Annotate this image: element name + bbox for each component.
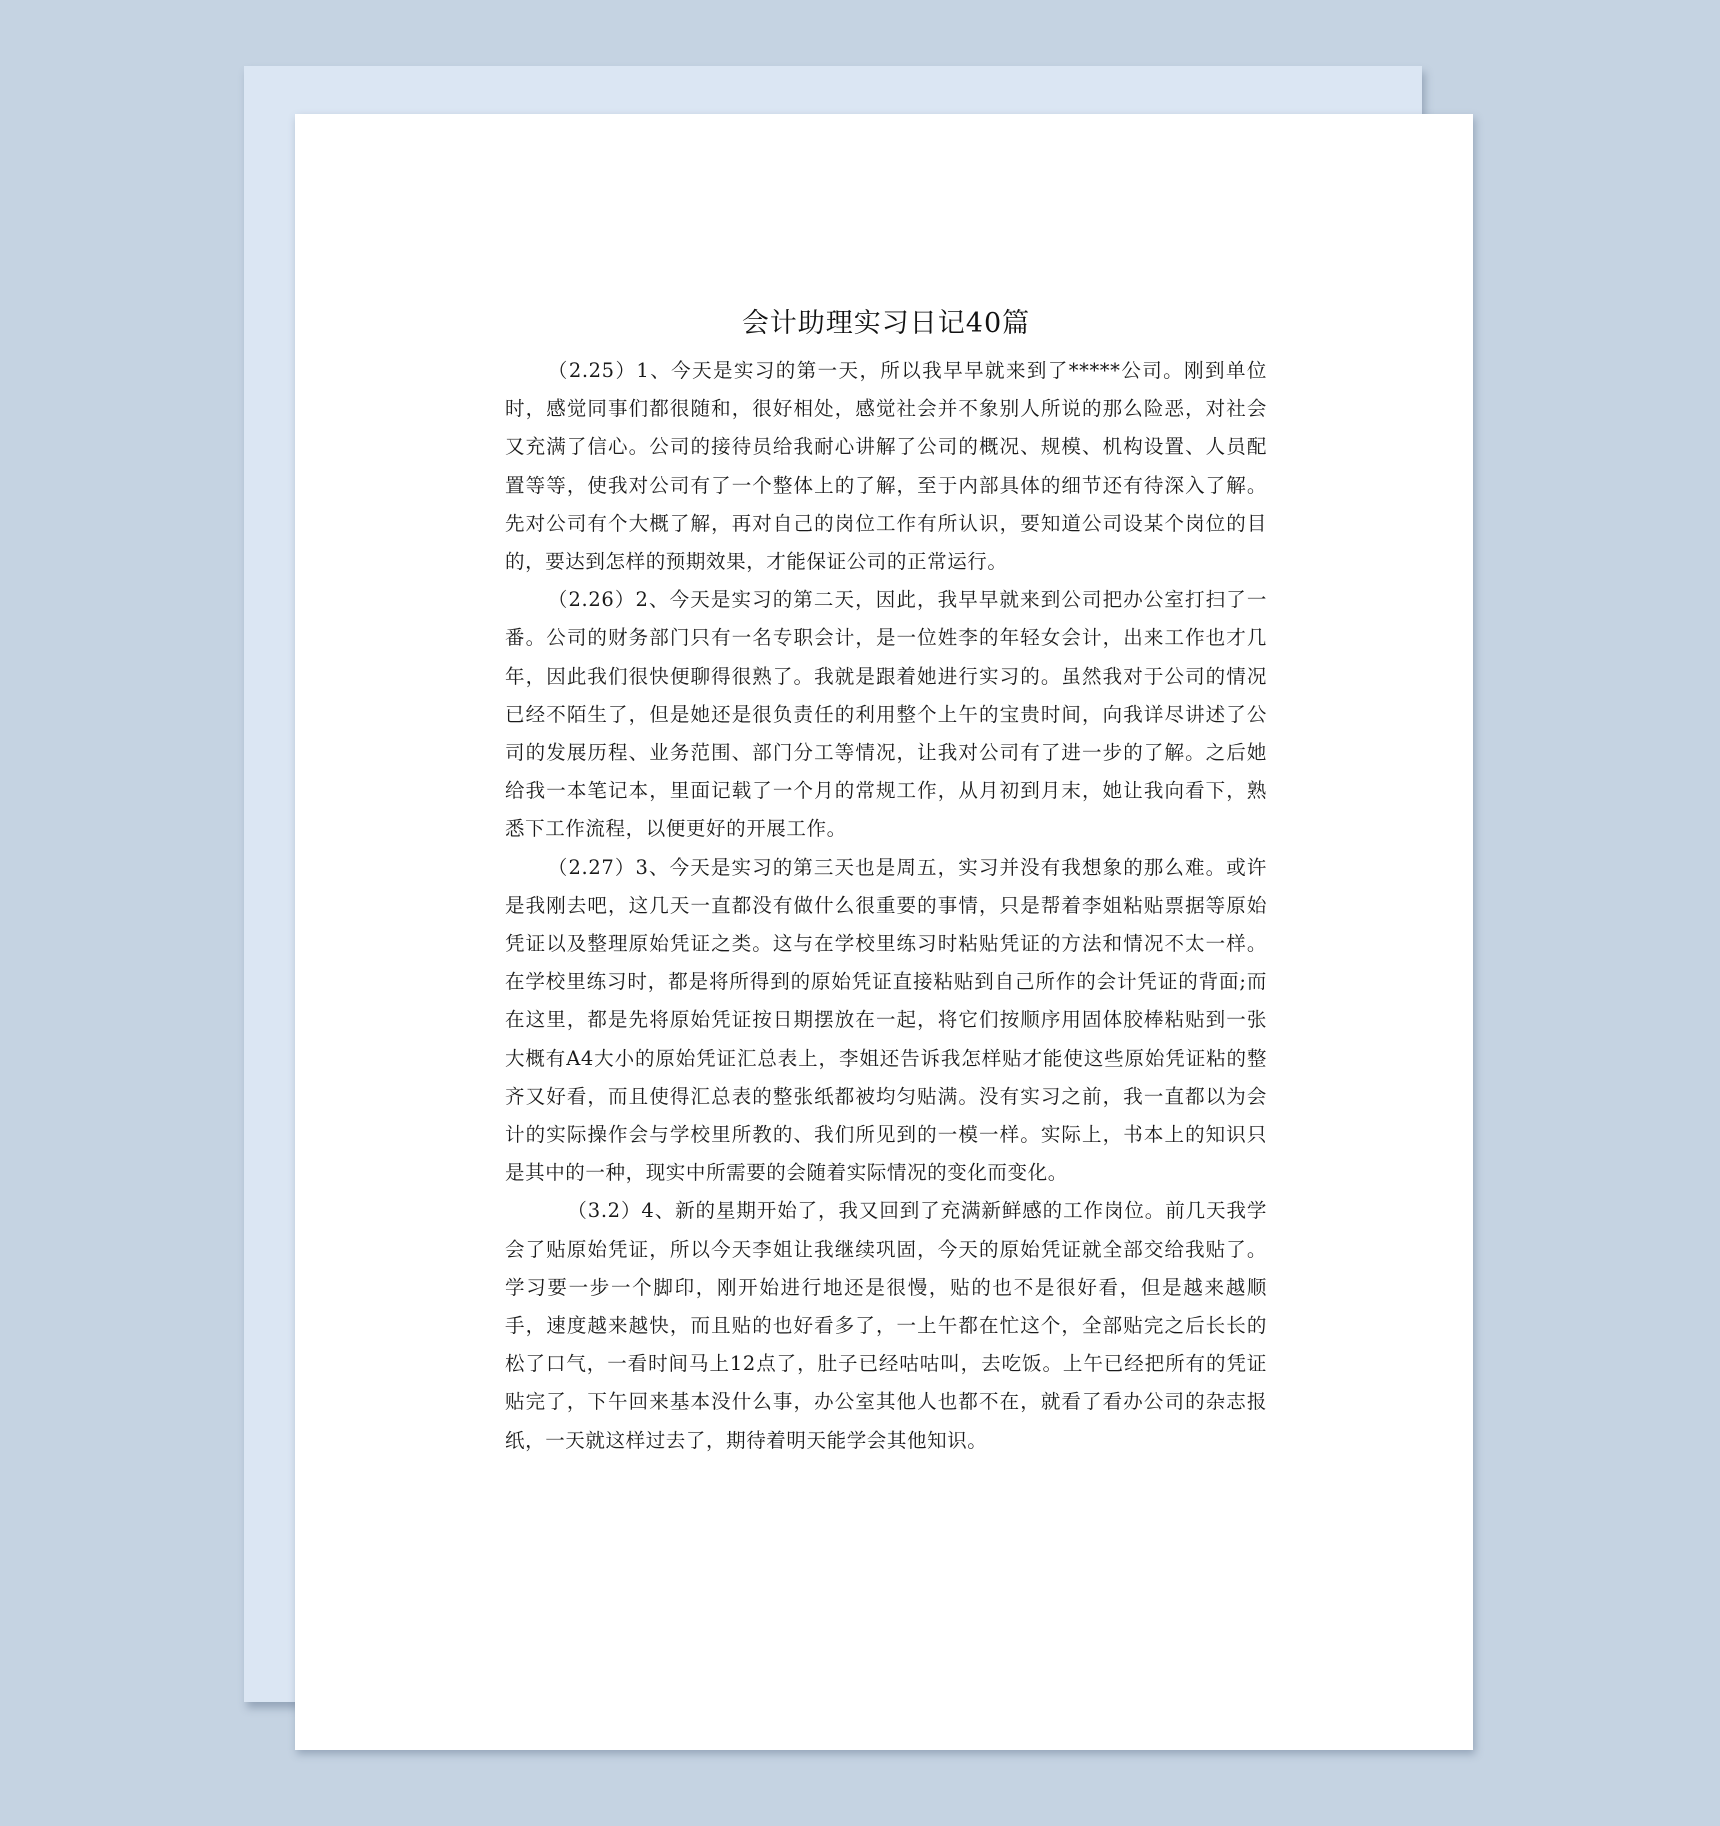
document-title: 会计助理实习日记40篇 <box>741 308 1031 339</box>
document-content <box>505 304 1267 1460</box>
document-page <box>295 114 1473 1750</box>
paragraph-day-2: （2.26）2、今天是实习的第二天，因此，我早早就来到公司把办公室打扫了一番。公司的财务部门只有一名专职会计，是一位姓李的年轻女会计，出来工作也才几年，因此我们很快便聊得很熟了。我就是跟着她进行实习的。虽然我对于公司的情况已经不陌生了，但是她还是很负责任的利用整个上午的宝贵时间，向我详尽讲述了公司的发展历程、业务范围、部门分工等情况，让我对公司有了进一步的了解。之后她给我一本笔记本，里面记载了一个月的常规工作，从月初到月末，她让我向看下，熟悉下工作流程，以便更好的开展工作。 <box>505 588 1267 841</box>
paragraph-day-3: （2.27）3、今天是实习的第三天也是周五，实习并没有我想象的那么难。或许是我刚去吧，这几天一直都没有做什么很重要的事情，只是帮着李姐粘贴票据等原始凭证以及整理原始凭证之类。这与在学校里练习时粘贴凭证的方法和情况不太一样。在学校里练习时，都是将所得到的原始凭证直接粘贴到自己所作的会计凭证的背面;而在这里，都是先将原始凭证按日期摆放在一起，将它们按顺序用固体胶棒粘贴到一张大概有A4大小的原始凭证汇总表上，李姐还告诉我怎样贴才能使这些原始凭证粘的整齐又好看，而且使得汇总表的整张纸都被均匀贴满。没有实习之前，我一直都以为会计的实际操作会与学校里所教的、我们所见到的一模一样。实际上，书本上的知识只是其中的一种，现实中所需要的会随着实际情况的变化而变化。 <box>505 855 1267 1185</box>
paragraph-day-1: （2.25）1、今天是实习的第一天，所以我早早就来到了*****公司。刚到单位时，感觉同事们都很随和，很好相处，感觉社会并不象别人所说的那么险恶，对社会又充满了信心。公司的接待员给我耐心讲解了公司的概况、规模、机构设置、人员配置等等，使我对公司有了一个整体上的了解，至于内部具体的细节还有待深入了解。先对公司有个大概了解，再对自己的岗位工作有所认识，要知道公司设某个岗位的目的，要达到怎样的预期效果，才能保证公司的正常运行。 <box>505 359 1267 574</box>
paragraph-day-4: （3.2）4、新的星期开始了，我又回到了充满新鲜感的工作岗位。前几天我学会了贴原始凭证，所以今天李姐让我继续巩固，今天的原始凭证就全部交给我贴了。学习要一步一个脚印，刚开始进行地还是很慢，贴的也不是很好看，但是越来越顺手，速度越来越快，而且贴的也好看多了，一上午都在忙这个，全部贴完之后长长的松了口气，一看时间马上12点了，肚子已经咕咕叫，去吃饭。上午已经把所有的凭证贴完了，下午回来基本没什么事，办公室其他人也都不在，就看了看办公司的杂志报纸，一天就这样过去了，期待着明天能学会其他知识。 <box>505 1199 1267 1452</box>
